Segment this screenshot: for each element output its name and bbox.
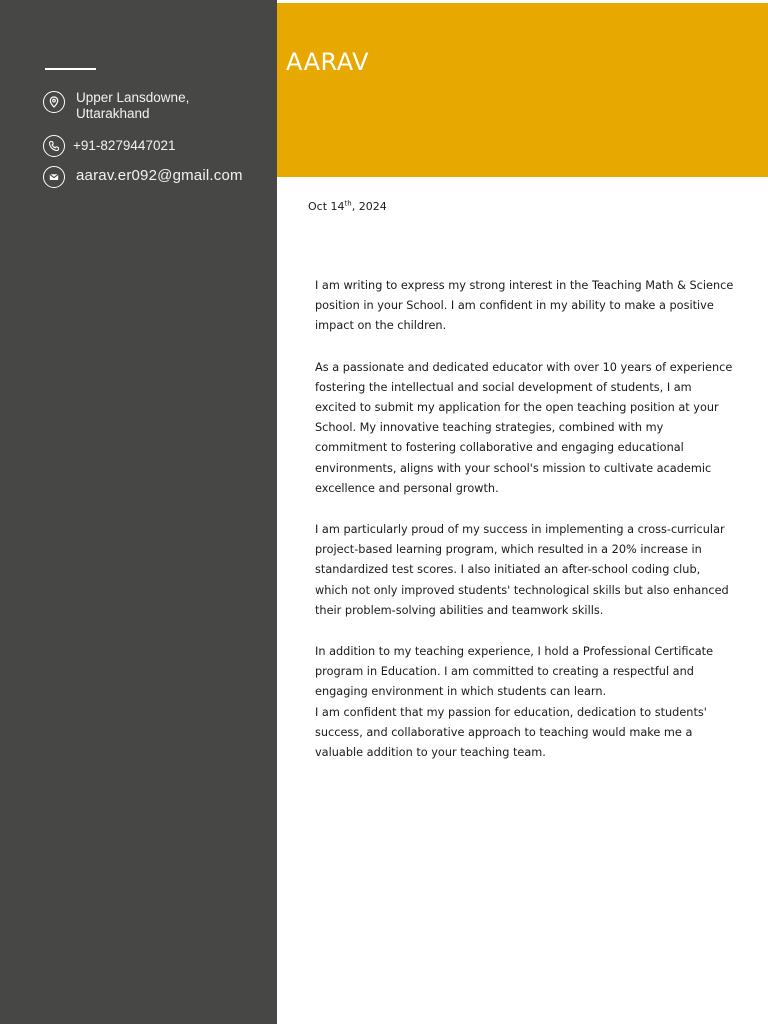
- phone-icon: [43, 135, 65, 157]
- paragraph-qualifications: In addition to my teaching experience, I hold a Professional Certificate program in Education. I am committed to creating a respectful and engaging environment in which students can learn.: [315, 645, 714, 699]
- letter-body: [315, 276, 735, 763]
- date-ordinal: th: [344, 199, 352, 208]
- sidebar-divider: [45, 68, 96, 70]
- paragraph-experience: As a passionate and dedicated educator with over 10 years of experience fostering the intellectual and social development of students, I am excited to submit my application for the open teaching position at your School. My innovative teaching strategies, combined with my commitment to fostering collaborative and engaging educational environments, aligns with your school's mission to cultivate academic excellence and personal growth.: [315, 360, 733, 495]
- letter-date: [308, 200, 387, 213]
- email-text[interactable]: aarav.er092@gmail.com: [76, 167, 243, 184]
- contact-address: [43, 91, 189, 122]
- envelope-icon-glyph: [48, 171, 60, 183]
- envelope-icon: [43, 166, 65, 188]
- phone-text[interactable]: +91-8279447021: [73, 138, 176, 153]
- contact-phone: [43, 135, 175, 157]
- paragraph-intro: I am writing to express my strong interest in the Teaching Math & Science position in your School. I am confident in my ability to make a positive impact on the children.: [315, 279, 734, 333]
- header-band: [277, 3, 768, 177]
- address-line-2: Uttarakhand: [76, 106, 150, 121]
- sidebar: [0, 0, 277, 1024]
- address-text: [76, 90, 189, 122]
- date-year: , 2024: [351, 200, 387, 213]
- location-pin-icon: [43, 91, 65, 113]
- paragraph-closing: I am confident that my passion for education, dedication to students' success, and collaborative approach to teaching would make me a valuable addition to your teaching team.: [315, 705, 707, 760]
- contact-email: [43, 166, 243, 188]
- applicant-name: AARAV: [286, 48, 370, 76]
- paragraph-achievements: I am particularly proud of my success in implementing a cross-curricular project-based learning program, which resulted in a 20% increase in standardized test scores. I also initiated an after-school coding club, which not only improved students' technological skills but also enhanced their problem-solving abilities and teamwork skills.: [315, 523, 729, 617]
- location-pin-icon-glyph: [48, 96, 60, 108]
- address-line-1: Upper Lansdowne,: [76, 90, 190, 105]
- date-month-day: Oct 14: [308, 200, 345, 213]
- phone-icon-glyph: [48, 140, 60, 152]
